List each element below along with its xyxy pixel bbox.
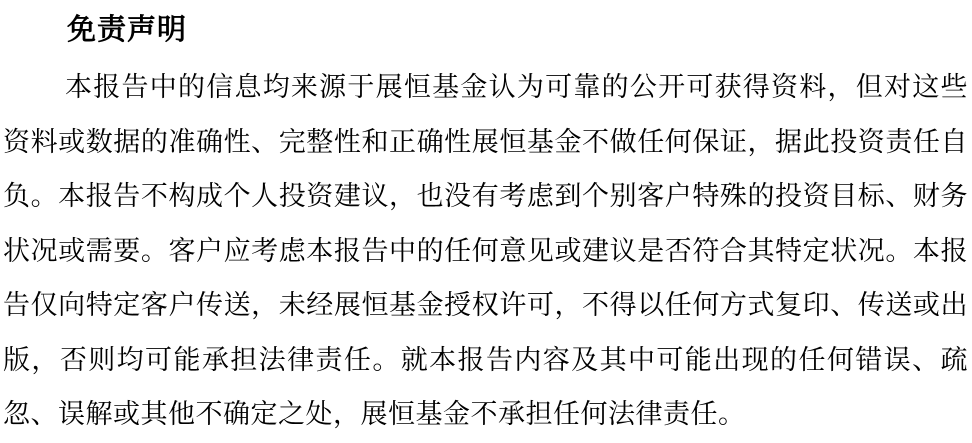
disclaimer-title: 免责声明 bbox=[67, 12, 188, 46]
disclaimer-paragraph: 本报告中的信息均来源于展恒基金认为可靠的公开可获得资料，但对这些资料或数据的准确性、完整性和正确性展恒基金不做任何保证，据此投资责任自负。本报告不构成个人投资建议，也没有考虑到个别客户特殊的投资目标、财务状况或需要。客户应考虑本报告中的任何意见或建议是否符合其特定状况。本报告仅向特定客户传送，未经展恒基金授权许可，不得以任何方式复印、传送或出版，否则均可能承担法律责任。就本报告内容及其中可能出现的任何错误、疏忽、误解或其他不确定之处，展恒基金不承担任何法律责任。 bbox=[3, 72, 968, 430]
